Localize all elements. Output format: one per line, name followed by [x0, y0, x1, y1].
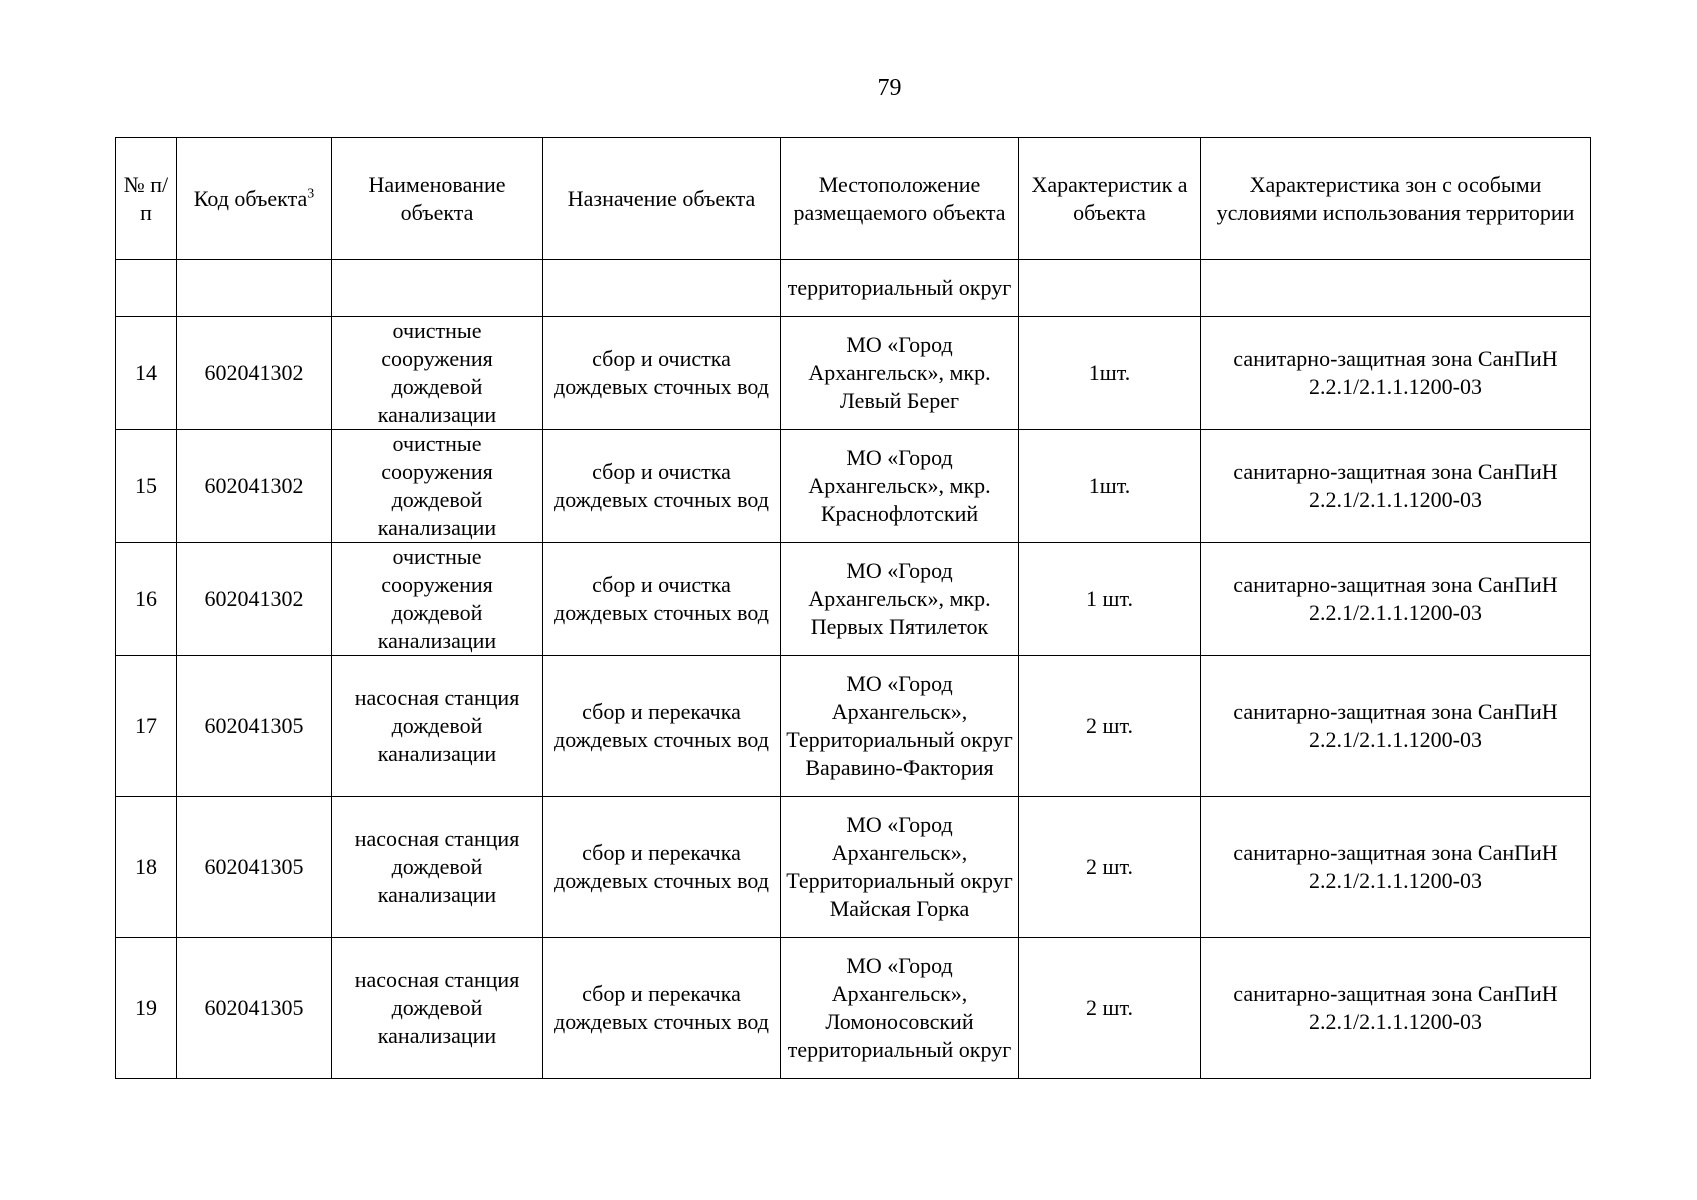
- cell-characteristic: 1 шт.: [1019, 543, 1201, 656]
- header-code: [177, 138, 332, 260]
- cell-purpose: сбор и очистка дождевых сточных вод: [543, 430, 781, 543]
- cell-characteristic: 2 шт.: [1019, 656, 1201, 797]
- cell-name: очистные сооружения дождевой канализации: [332, 317, 543, 430]
- cell-num: 19: [116, 938, 177, 1079]
- header-num: № п/п: [116, 138, 177, 260]
- cell-name: насосная станция дождевой канализации: [332, 656, 543, 797]
- cell-code: 602041302: [177, 317, 332, 430]
- cell-characteristic: 1шт.: [1019, 317, 1201, 430]
- cell-location: МО «Город Архангельск», мкр. Краснофлотский: [781, 430, 1019, 543]
- page-number: 79: [877, 75, 902, 101]
- table-row: [116, 938, 1591, 1079]
- header-characteristic: Характеристик а объекта: [1019, 138, 1201, 260]
- cell-code: [177, 260, 332, 317]
- cell-zones: санитарно-защитная зона СанПиН 2.2.1/2.1.1.1200-03: [1201, 317, 1591, 430]
- table-row: [116, 656, 1591, 797]
- cell-code: 602041305: [177, 656, 332, 797]
- cell-zones: санитарно-защитная зона СанПиН 2.2.1/2.1.1.1200-03: [1201, 430, 1591, 543]
- table-row: [116, 797, 1591, 938]
- cell-num: [116, 260, 177, 317]
- header-code-footnote: 3: [307, 186, 315, 202]
- header-code-label: Код объекта: [193, 185, 308, 211]
- cell-zones: санитарно-защитная зона СанПиН 2.2.1/2.1.1.1200-03: [1201, 543, 1591, 656]
- cell-zones: санитарно-защитная зона СанПиН 2.2.1/2.1.1.1200-03: [1201, 797, 1591, 938]
- cell-num: 16: [116, 543, 177, 656]
- cell-purpose: сбор и очистка дождевых сточных вод: [543, 543, 781, 656]
- header-zones: Характеристика зон с особыми условиями использования территории: [1201, 138, 1591, 260]
- cell-name: очистные сооружения дождевой канализации: [332, 543, 543, 656]
- cell-num: 17: [116, 656, 177, 797]
- cell-characteristic: [1019, 260, 1201, 317]
- cell-location: МО «Город Архангельск», Территориальный округ Варавино-Фактория: [781, 656, 1019, 797]
- cell-characteristic: 1шт.: [1019, 430, 1201, 543]
- header-location: Местоположение размещаемого объекта: [781, 138, 1019, 260]
- cell-num: 14: [116, 317, 177, 430]
- cell-code: 602041305: [177, 797, 332, 938]
- cell-purpose: сбор и перекачка дождевых сточных вод: [543, 797, 781, 938]
- cell-name: насосная станция дождевой канализации: [332, 938, 543, 1079]
- header-purpose: Назначение объекта: [543, 138, 781, 260]
- cell-purpose: [543, 260, 781, 317]
- cell-num: 18: [116, 797, 177, 938]
- cell-zones: санитарно-защитная зона СанПиН 2.2.1/2.1.1.1200-03: [1201, 938, 1591, 1079]
- header-name: Наименование объекта: [332, 138, 543, 260]
- cell-code: 602041305: [177, 938, 332, 1079]
- cell-location: МО «Город Архангельск», мкр. Первых Пятилеток: [781, 543, 1019, 656]
- cell-code: 602041302: [177, 543, 332, 656]
- cell-characteristic: 2 шт.: [1019, 938, 1201, 1079]
- cell-zones: [1201, 260, 1591, 317]
- cell-location: МО «Город Архангельск», Ломоносовский территориальный округ: [781, 938, 1019, 1079]
- table-row: [116, 317, 1591, 430]
- table-row: [116, 430, 1591, 543]
- cell-characteristic: 2 шт.: [1019, 797, 1201, 938]
- header-row: [116, 138, 1591, 260]
- cell-location: МО «Город Архангельск», Территориальный округ Майская Горка: [781, 797, 1019, 938]
- continuation-row: [116, 260, 1591, 317]
- cell-name: насосная станция дождевой канализации: [332, 797, 543, 938]
- cell-purpose: сбор и перекачка дождевых сточных вод: [543, 938, 781, 1079]
- cell-location: территориальный округ: [781, 260, 1019, 317]
- objects-table: [115, 137, 1591, 1079]
- cell-name: [332, 260, 543, 317]
- cell-num: 15: [116, 430, 177, 543]
- cell-purpose: сбор и перекачка дождевых сточных вод: [543, 656, 781, 797]
- cell-name: очистные сооружения дождевой канализации: [332, 430, 543, 543]
- cell-zones: санитарно-защитная зона СанПиН 2.2.1/2.1.1.1200-03: [1201, 656, 1591, 797]
- cell-purpose: сбор и очистка дождевых сточных вод: [543, 317, 781, 430]
- cell-code: 602041302: [177, 430, 332, 543]
- cell-location: МО «Город Архангельск», мкр. Левый Берег: [781, 317, 1019, 430]
- table-row: [116, 543, 1591, 656]
